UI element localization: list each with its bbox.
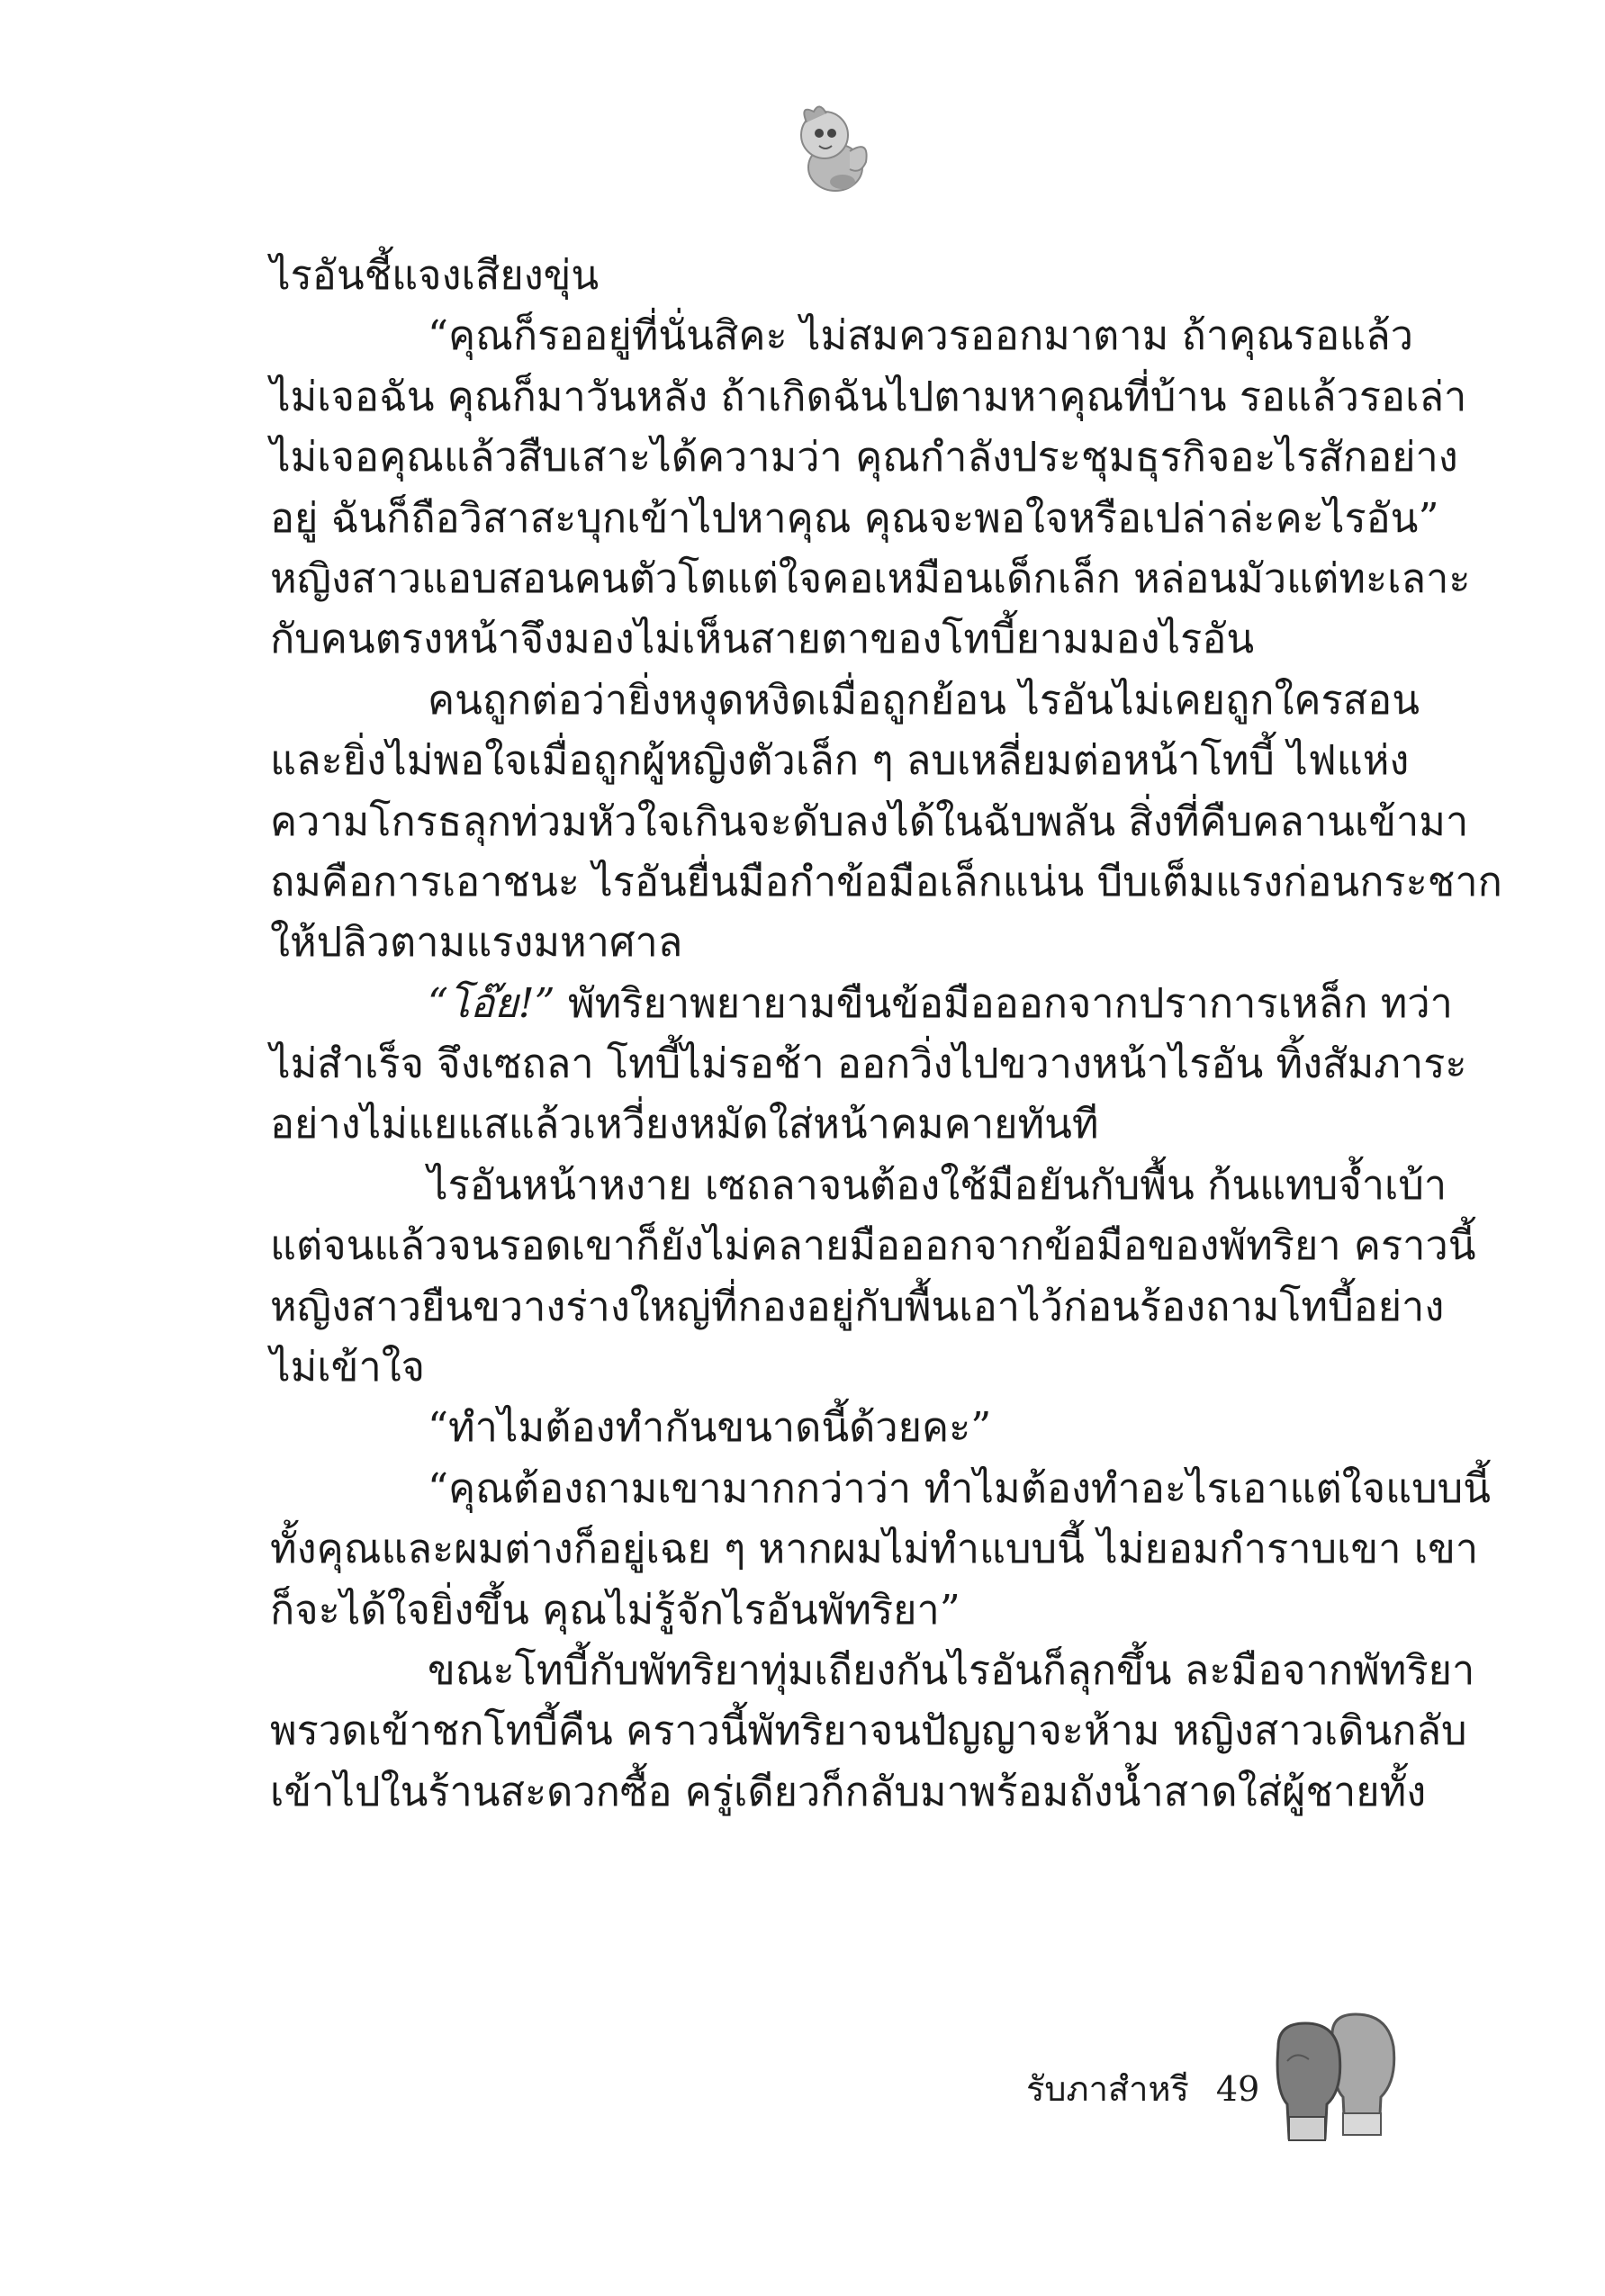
- text-line: ไม่เจอฉัน คุณก็มาวันหลัง ถ้าเกิดฉันไปตามหาคุณที่บ้าน รอแล้วรอเล่า: [270, 372, 1467, 420]
- text-line: ก็จะได้ใจยิ่งขึ้น คุณไม่รู้จักไรอันพัทริยา”: [270, 1585, 960, 1634]
- text-line: ถมคือการเอาชนะ ไรอันยื่นมือกำข้อมือเล็กแน่น บีบเต็มแรงก่อนกระชาก: [270, 857, 1502, 905]
- text-line: ไม่เจอคุณแล้วสืบเสาะได้ความว่า คุณกำลังประชุมธุรกิจอะไรสักอย่าง: [270, 433, 1458, 482]
- book-title: รับภาสำหรี: [1026, 2069, 1189, 2109]
- text-line: เข้าไปในร้านสะดวกซื้อ ครู่เดียวก็กลับมาพร้อมถังน้ำสาดใส่ผู้ชายทั้ง: [270, 1767, 1427, 1815]
- text-line: ไรอันชี้แจงเสียงขุ่น: [270, 251, 600, 299]
- text-line: ไม่เข้าใจ: [270, 1343, 426, 1391]
- text-line: กับคนตรงหน้าจึงมองไม่เห็นสายตาของโทบี้ยามมองไรอัน: [270, 615, 1255, 663]
- text-line: ไม่สำเร็จ จึงเซถลา โทบี้ไม่รอช้า ออกวิ่งไปขวางหน้าไรอัน ทิ้งสัมภาระ: [270, 1040, 1467, 1088]
- text-line: [270, 973, 1453, 1033]
- text-line: แต่จนแล้วจนรอดเขาก็ยังไม่คลายมือออกจากข้อมือของพัทริยา คราวนี้: [270, 1221, 1476, 1270]
- text-line: อยู่ ฉันก็ถือวิสาสะบุกเข้าไปหาคุณ คุณจะพอใจหรือเปล่าล่ะคะไรอัน”: [270, 493, 1439, 542]
- text-line: “คุณต้องถามเขามากกว่าว่า ทำไมต้องทำอะไรเอาแต่ใจแบบนี้: [428, 1463, 1491, 1512]
- body-text: [270, 245, 1502, 1822]
- text-line: คนถูกต่อว่ายิ่งหงุดหงิดเมื่อถูกย้อน ไรอันไม่เคยถูกใครสอน: [428, 675, 1420, 724]
- page-number: 49: [1215, 2069, 1260, 2109]
- page-footer: [1026, 2061, 1259, 2116]
- text-line: ให้ปลิวตามแรงมหาศาล: [270, 918, 683, 967]
- text-line: ทั้งคุณและผมต่างก็อยู่เฉย ๆ หากผมไม่ทำแบบนี้ ไม่ยอมกำราบเขา เขา: [270, 1525, 1479, 1573]
- text-line: อย่างไม่แยแสแล้วเหวี่ยงหมัดใส่หน้าคมคายทันที: [270, 1100, 1099, 1148]
- text-line: หญิงสาวแอบสอนคนตัวโตแต่ใจคอเหมือนเด็กเล็ก หล่อนมัวแต่ทะเลาะ: [270, 554, 1471, 602]
- boxing-gloves-icon: [1269, 2007, 1404, 2151]
- text-line: ความโกรธลุกท่วมหัวใจเกินจะดับลงได้ในฉับพลัน สิ่งที่คืบคลานเข้ามา: [270, 797, 1469, 845]
- text-line: ไรอันหน้าหงาย เซถลาจนต้องใช้มือยันกับพื้น ก้นแทบจ้ำเบ้า: [428, 1160, 1447, 1209]
- text-line: และยิ่งไม่พอใจเมื่อถูกผู้หญิงตัวเล็ก ๆ ลบเหลี่ยมต่อหน้าโทบี้ ไฟแห่ง: [270, 736, 1410, 785]
- text-line: พรวดเข้าชกโทบี้คืน คราวนี้พัทริยาจนปัญญาจะห้าม หญิงสาวเดินกลับ: [270, 1706, 1467, 1755]
- text-line: “ทำไมต้องทำกันขนาดนี้ด้วยคะ”: [428, 1403, 992, 1452]
- bird-cartoon-icon: [780, 97, 888, 205]
- text-line: “คุณก็รออยู่ที่นั่นสิคะ ไม่สมควรออกมาตาม ถ้าคุณรอแล้ว: [428, 311, 1413, 360]
- exclamation-text: “โอ๊ย!”: [428, 978, 555, 1027]
- text-line: ขณะโทบี้กับพัทริยาทุ่มเถียงกันไรอันก็ลุกขึ้น ละมือจากพัทริยา: [428, 1645, 1475, 1694]
- text-line: หญิงสาวยืนขวางร่างใหญ่ที่กองอยู่กับพื้นเอาไว้ก่อนร้องถามโทบี้อย่าง: [270, 1282, 1445, 1330]
- text-line-rest: พัทริยาพยายามขืนข้อมือออกจากปราการเหล็ก ทว่า: [555, 978, 1453, 1027]
